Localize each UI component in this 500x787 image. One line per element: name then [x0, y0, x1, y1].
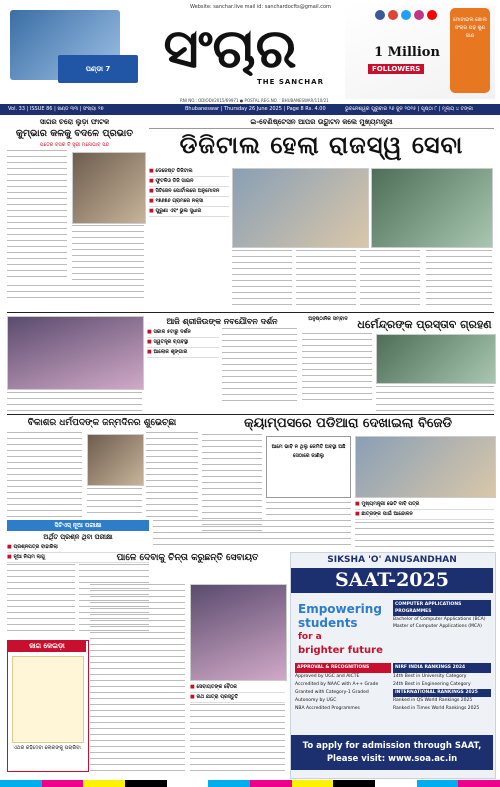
greeting-body-col2: [146, 432, 198, 517]
promo-million: 1 Million: [374, 45, 440, 60]
campus-headline: କ୍ୟାମ୍ପସରେ ପଡିଆରା ଦେଖାଇଲା ବିଜେଡି: [244, 416, 452, 431]
date-info: Bhubaneswar | Thursday 26 June 2025 | Page 8 Rs. 4.00: [185, 106, 326, 112]
pullout-badge: ପଣ୍ଡା 7: [58, 55, 138, 83]
dharma-kicker: ଅନୁଷ୍ଠାନିକ ସମ୍ବାଦ: [308, 316, 348, 322]
main-bullet: ■ ସିଟିଜେନ ପୋର୍ଟାଲରେ ଅନୁମୋଦନ: [149, 187, 229, 197]
facebook-icon: [375, 10, 385, 20]
campus-bullet: ■ ମୁଖ୍ୟମନ୍ତ୍ରୀ ଭେଟି ଦାବି ପତ୍ର: [355, 500, 494, 510]
ad-tagline-1: Empowering: [298, 602, 382, 616]
ad-rankings: [393, 663, 491, 713]
promo-followers: FOLLOWERS: [368, 64, 424, 74]
sevayat-bullet: ■ ସେବାୟତଙ୍କ ବୈଠକ: [190, 683, 285, 693]
greeting-headline: ବିକାଶର ଧର୍ମପଦଙ୍କ ଜନ୍ମଦିନର ଶୁଭେଚ୍ଛା: [27, 418, 177, 428]
quiz-bullet: ■ ପ୍ରଶ୍ନପତ୍ର ବାହାରିଲା: [7, 543, 149, 553]
greeting-body-col3: [87, 488, 142, 517]
dharma-body-col2: [376, 386, 494, 411]
campus-bullets: [355, 500, 494, 520]
instagram-icon: [414, 10, 424, 20]
ad-tagline-4: brighter future: [298, 645, 383, 656]
color-registration-bar: [0, 780, 500, 787]
left-body-tail: [7, 285, 144, 300]
ad-approval-item: NBA Accredited Programmes: [295, 706, 360, 711]
divider-2: [7, 414, 494, 415]
main-headline: ଡିଜିଟାଲ ହେଲା ରାଜସ୍ୱ ସେବା: [179, 130, 464, 159]
left-headline: କୁମ୍ଭାର କଳକୁ ବଦଳେ ପ୍ରଭାତ: [15, 128, 134, 139]
dharma-photo: [376, 334, 496, 384]
darshan-bullet: ■ ସକାଳ ୫ଟାରୁ ଦର୍ଶନ: [147, 328, 219, 338]
misc-body: [153, 520, 283, 550]
left-body-col2: [72, 225, 144, 280]
issue-info: Vol. 33 | ISSUE 86 | ଖଣ୍ଡ ୩୩ | ସଂଖ୍ୟା ୨୭: [8, 106, 104, 112]
ad-tagline-3: for a: [298, 632, 322, 642]
main-body-col1: [232, 250, 292, 310]
dharma-headline: ଧର୍ମେନ୍ଦ୍ରଙ୍କ ପ୍ରସ୍ତାବ ଗ୍ରହଣ: [357, 318, 492, 331]
ad-programmes: [393, 600, 491, 630]
ad-tagline: [298, 602, 390, 658]
main-body-col3: [360, 250, 420, 310]
ad-cta-line2: Please visit: www.soa.ac.in: [326, 754, 458, 764]
left-subhead: ପତେର ବସର ବି ସ୍ତ୍ରୀ ମନୋଭାବ ସନ୍ଦ: [39, 142, 110, 148]
ad-programme-item: Master of Computer Applications (MCA): [393, 624, 482, 629]
ad-approval-item: Approved by UGC and AICTE: [295, 674, 360, 679]
issue-bar: [0, 104, 500, 115]
greeting-body-col1: [7, 432, 82, 517]
temple-photo: [7, 316, 144, 390]
left-lead-photo: [72, 152, 146, 224]
date-info-odia: ଭୁବନେଶ୍ୱର ଗୁରୁବାର ୨୬ ଜୁନ ୨୦୨୫ | ପୃଷ୍ଠା ୮ | ମୂଲ୍ୟ ୪ ଟଙ୍କା: [345, 106, 474, 112]
sevayat-bullets: [190, 683, 285, 703]
divider-1: [7, 312, 494, 313]
dharmapada-photo: [87, 434, 144, 486]
dharma-body-col1: [302, 333, 372, 405]
main-bullets: [149, 167, 229, 217]
main-body-col2: [296, 250, 356, 310]
ad-approval-item: Accredited by NAAC with A++ Grade: [295, 682, 379, 687]
main-bullet: ■ ଡେଜେଷ୍ଟ ଡିଜିଟାଲ: [149, 167, 229, 177]
cartoon-caption: ଏଥର କହିଦେବା ଲୋକଙ୍କୁ ପଚାରିବା: [13, 745, 81, 751]
quiz-bullet: ■ ନୂଆ ନିୟମ ଲାଗୁ: [7, 553, 149, 563]
main-kicker: ଇ-ବେଣିଷ୍ଟେସନ ଆପର ଉଦ୍ଘାଟନ କଲେ ମୁଖ୍ୟମନ୍ତ୍ରୀ: [149, 118, 494, 129]
ad-rank-item: Ranked in QS World Rankings 2025: [393, 698, 473, 703]
main-bullet: ■ ପୁରୁଣା ଏବଂ ଭୁଲ ସୁଧାର: [149, 207, 229, 217]
ad-rank-item: Ranked in Times World Rankings 2025: [393, 706, 480, 711]
darshan-bullet: ■ ଆଲୋକ ଶୃଙ୍ଗାର: [147, 348, 219, 358]
main-bullet: ■ ୧୭୬୭୬ ଗ୍ରାମରେ ନକ୍ସା: [149, 197, 229, 207]
twitter-icon: [401, 10, 411, 20]
cartoon-title: ଜାଗ କେଇଡ଼ା: [8, 641, 86, 652]
ad-university-name: SIKSHA 'O' ANUSANDHAN: [327, 555, 457, 565]
cm-photo: [232, 168, 369, 248]
ad-approvals: [295, 663, 391, 713]
quiz-body-col1: [7, 564, 75, 634]
darshan-bullet: ■ ସ୍ୱତନ୍ତ୍ର ବ୍ୟବସ୍ଥା: [147, 338, 219, 348]
ad-rank-item: 14th Best in University Category: [393, 674, 467, 679]
sevayat-photo: [190, 584, 287, 681]
quiz-subhead: ଅର୍ଥିତ ପ୍ରଶ୍ନ ଥିବା ପରୀକ୍ଷା: [43, 533, 113, 541]
ad-rank-item: INTERNATIONAL RANKINGS 2025: [393, 689, 491, 697]
ad-programme-item: Bachelor of Computer Applications (BCA): [393, 617, 486, 622]
main-bullet: ■ ଫୁଟଳିଓ ଡିଜି ସାଇନ: [149, 177, 229, 187]
sevayat-bullet: ■ ରଥ ଯାତ୍ରା ପ୍ରସ୍ତୁତି: [190, 693, 285, 703]
mobile-promo: ମୋବାଇଲ ଖୋଲ ସଂଚାର ପଢ଼ ଶୁଣ ଜାଣ: [450, 8, 490, 93]
newspaper-logo: ସଂଚାର: [163, 16, 297, 80]
sevayat-body-col1: [90, 584, 185, 774]
ad-approval-item: Granted with Category-1 Graded Autonomy by UGC: [295, 690, 369, 703]
left-body-col1: [7, 150, 67, 280]
darshan-headline: ଆଜି ଶ୍ରୀଜିଉଙ୍କ ନବଯୌବନ ଦର୍ଶନ: [166, 316, 278, 326]
left-kicker: ସାଗର ଚରୋ ଲୁଡ଼ା ଫାଟକ: [39, 118, 110, 126]
ad-call-to-action: [291, 735, 493, 770]
ad-tagline-2: students: [298, 616, 358, 630]
registration-number: RNI NO.: ODIODI/2015/69971 ● POSTAL REG.NO. : BHUBANESWAR/110/21: [180, 98, 329, 103]
ad-approvals-title: APPROVAL & RECOGNITIONS: [295, 663, 391, 673]
newspaper-logo-sub: THE SANCHAR: [257, 78, 324, 86]
campus-body-col1: [202, 434, 262, 534]
google-icon: [388, 10, 398, 20]
campus-body-col3: [355, 522, 494, 547]
main-body-col4: [426, 250, 492, 310]
sevayat-headline: ପାଳେ ଦେବାକୁ ଚିନ୍ତା କରୁଛନ୍ତି ସେବାୟତ: [116, 553, 259, 563]
darshan-bullets: [147, 328, 219, 358]
campus-quote-box: ଆମେ ଭାବି ନ ଥିଲୁ କେମିତି ଅବସ୍ଥା ଅଛି ସେଠାରେ ଜାଣିଲୁ: [266, 436, 351, 498]
campus-photo: [355, 436, 496, 498]
officials-photo: [371, 168, 493, 248]
darshan-body: [222, 328, 297, 403]
ad-exam-title: SAAT-2025: [291, 568, 493, 593]
social-icons: [375, 10, 437, 20]
ad-cta-line1: To apply for admission through SAAT,: [302, 741, 482, 751]
darshan-body-tail: [7, 392, 142, 412]
ad-programmes-title: COMPUTER APPLICATIONS PROGRAMMES: [393, 600, 491, 616]
ad-rankings-title: NIRF INDIA RANKINGS 2024: [393, 663, 491, 673]
youtube-icon: [427, 10, 437, 20]
campus-bullet: ■ ଛାତ୍ରଙ୍କ ପାଇଁ ଆନ୍ଦୋଳନ: [355, 510, 494, 520]
sevayat-body-col2: [190, 704, 285, 774]
ad-rank-item: 24th Best in Engineering Category: [393, 682, 471, 687]
cartoon-drawing: [12, 656, 84, 743]
website-line: Website: sanchar.live mail id: sanchardocfts@gmail.com: [190, 4, 331, 10]
quiz-headline: ସିଟିଏସ୍ ନୂଆ ପରୀକ୍ଷା: [7, 520, 149, 531]
